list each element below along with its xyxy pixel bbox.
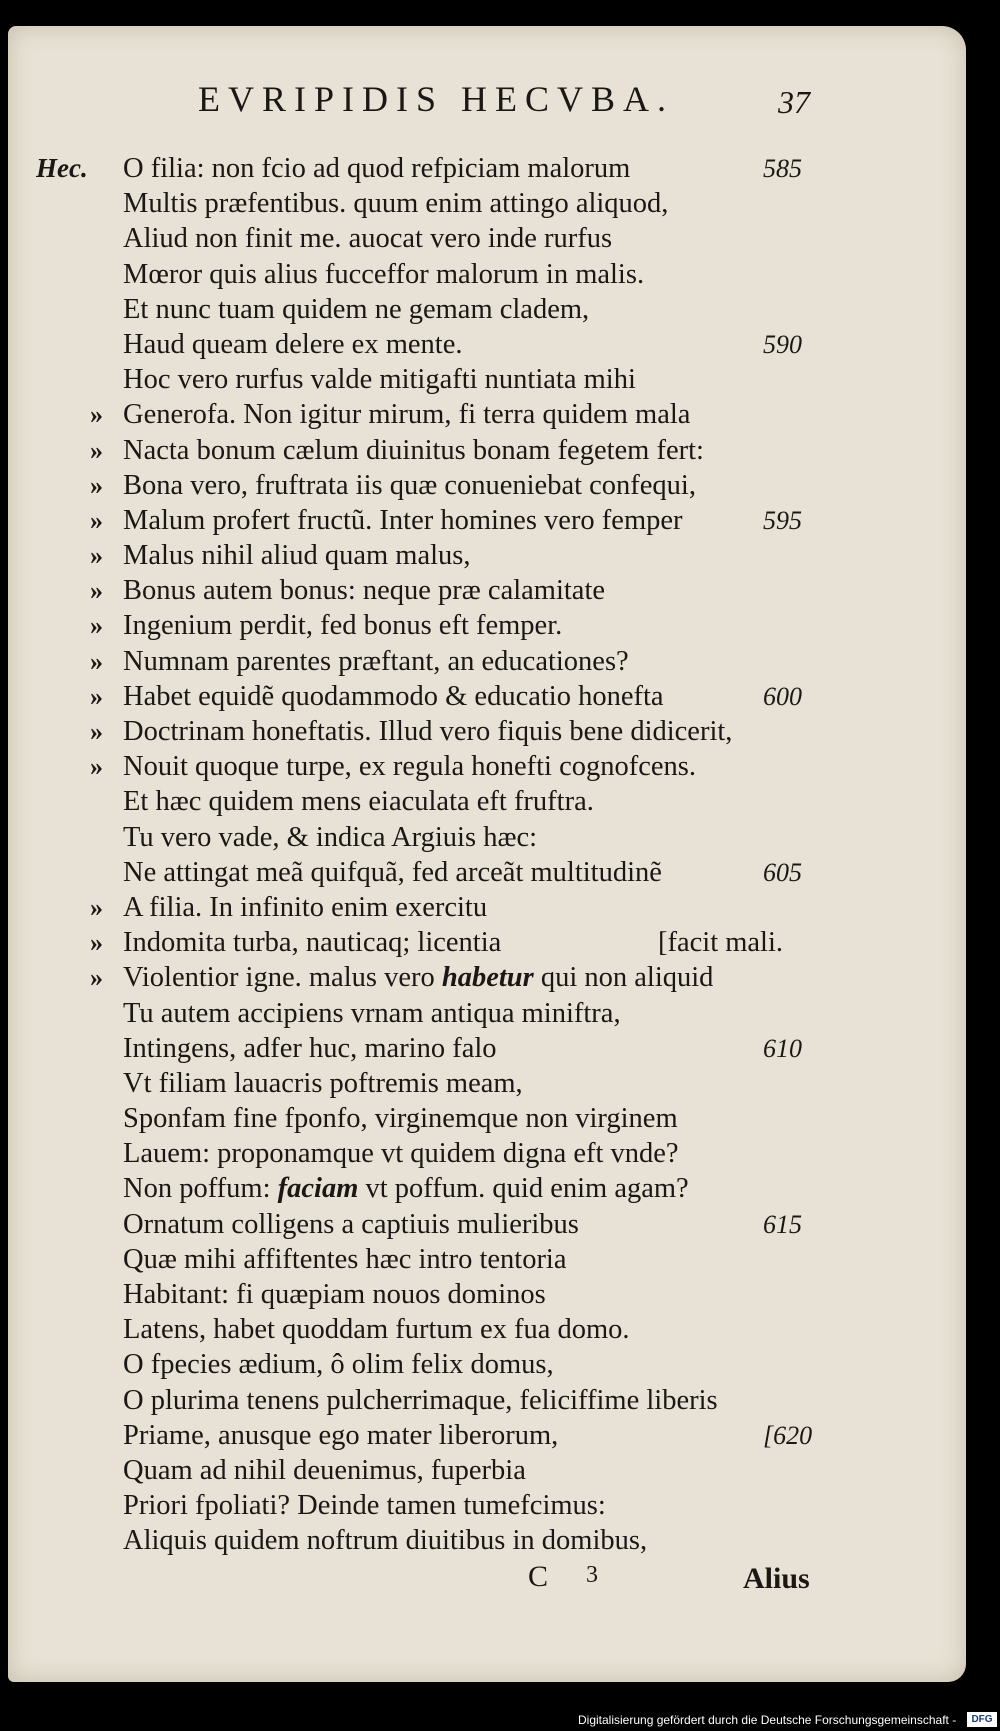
verse-line [8, 573, 966, 608]
verse-text [123, 960, 713, 995]
verse-line [8, 221, 966, 256]
verse-text-part: Nacta bonum cælum diuinitus bonam fegetem fert: [123, 434, 704, 466]
verse-text-part: Ne attingat meã quifquã, fed arceãt multitudinẽ [123, 856, 662, 888]
verse-line [8, 1418, 966, 1453]
verse-text-part: Generofa. Non igitur mirum, fi terra quidem mala [123, 399, 691, 431]
verse-line [8, 1242, 966, 1277]
verse-line [8, 714, 966, 749]
verse-text [123, 1207, 579, 1242]
verse-text [123, 855, 662, 890]
verse-text [123, 1101, 678, 1136]
verse-text [123, 608, 562, 643]
quotation-mark: » [90, 505, 103, 535]
dfg-logo: DFG [967, 1712, 997, 1727]
catchword: Alius [743, 1562, 810, 1595]
verse-text-part: Hoc vero rurfus valde mitigafti nuntiata mihi [123, 364, 636, 396]
line-number: 585 [763, 154, 802, 183]
verse-line [8, 327, 966, 362]
verse-text [123, 1312, 630, 1347]
line-number: 605 [763, 857, 802, 887]
verse-text-part: Doctrinam honeftatis. Illud vero fiquis bene didicerit, [123, 716, 733, 747]
verse-text-part: Aliud non finit me. auocat vero inde rurfus [123, 223, 613, 255]
verse-text-part: O fpecies ædium, ô olim felix domus, [123, 1349, 554, 1381]
verse-line [8, 890, 966, 925]
quotation-mark: » [90, 611, 103, 641]
verse-text [123, 749, 696, 784]
verse-line [8, 679, 966, 714]
verse-line [8, 608, 966, 643]
marginal-note: [facit mali. [658, 927, 784, 959]
verse-line [8, 1101, 966, 1136]
verse-text-part: Malus nihil aliud quam malus, [123, 540, 471, 572]
verse-line [8, 749, 966, 784]
verse-text-part: Priori fpoliati? Deinde tamen tumefcimus: [123, 1490, 606, 1522]
verse-text-part: Habitant: fi quæpiam nouos dominos [123, 1279, 546, 1310]
quotation-mark: » [90, 470, 103, 500]
book-page [8, 26, 966, 1682]
speaker-label: Hec. [36, 153, 88, 183]
verse-line [8, 151, 966, 186]
verse-text-part: Bona vero, fruftrata iis quæ conueniebat confequi, [123, 469, 696, 501]
verse-text-part: Et hæc quidem mens eiaculata eft fruftra. [123, 786, 594, 818]
verse-text-part: Priame, anusque ego mater liberorum, [123, 1419, 559, 1451]
verse-line [8, 820, 966, 855]
verse-text [123, 679, 664, 714]
verse-line [8, 1523, 966, 1558]
verse-line [8, 1171, 966, 1206]
verse-text-part: Ornatum colligens a captiuis mulieribus [123, 1208, 579, 1240]
verse-line [8, 186, 966, 221]
verse-text-part: Vt filiam lauacris poftremis meam, [123, 1067, 523, 1099]
line-number: 615 [763, 1209, 802, 1239]
verse-text [123, 186, 668, 221]
verse-line [8, 292, 966, 327]
italic-emphasis: faciam [277, 1173, 359, 1205]
verse-line [8, 644, 966, 679]
verse-text-part: O filia: non fcio ad quod refpiciam malorum [123, 153, 631, 184]
verse-line [8, 257, 966, 292]
verse-text-part: Aliquis quidem noftrum diuitibus in domibus, [123, 1525, 648, 1557]
verse-text [123, 573, 605, 608]
verse-line [8, 503, 966, 538]
verse-line [8, 1312, 966, 1347]
verse-text-part: vt poffum. quid enim agam? [358, 1173, 689, 1205]
verse-text [123, 538, 471, 573]
verse-line [8, 960, 966, 995]
italic-emphasis: habetur [441, 962, 534, 994]
verse-line [8, 362, 966, 397]
verse-line [8, 1277, 966, 1312]
verse-line [8, 433, 966, 468]
verse-line [8, 784, 966, 819]
quotation-mark: » [90, 541, 103, 571]
verse-text [123, 221, 612, 256]
verse-line [8, 1347, 966, 1382]
verse-text [123, 362, 636, 397]
line-number: 610 [763, 1033, 802, 1063]
verse-text-part: Sponfam fine fponfo, virginemque non virginem [123, 1103, 678, 1135]
verse-line [8, 925, 966, 960]
verse-text [123, 644, 629, 679]
verse-text [123, 1066, 523, 1101]
verse-text [123, 1523, 647, 1558]
verse-line [8, 855, 966, 890]
verse-text-part: Tu autem accipiens vrnam antiqua miniftra, [123, 997, 621, 1029]
quotation-mark: » [90, 435, 103, 465]
line-number: [620 [763, 1420, 813, 1450]
verse-text [123, 292, 589, 327]
verse-line [8, 1207, 966, 1242]
verse-block [8, 151, 966, 1559]
verse-text-part: Habet equidẽ quodammodo & educatio honefta [123, 680, 664, 712]
verse-text [123, 1347, 554, 1382]
verse-text [123, 433, 704, 468]
verse-text-part: Mœror quis alius fucceffor malorum in malis. [123, 258, 645, 290]
verse-text [123, 257, 644, 292]
verse-text [123, 1171, 689, 1206]
verse-text-part: Lauem: proponamque vt quidem digna eft vnde? [123, 1138, 679, 1170]
verse-text [123, 1418, 558, 1453]
verse-line [8, 1383, 966, 1418]
digitization-credit: Digitalisierung gefördert durch die Deutsche Forschungsgemeinschaft - [578, 1713, 957, 1727]
verse-line [8, 468, 966, 503]
verse-line [8, 397, 966, 432]
verse-text-part: Multis præfentibus. quum enim attingo aliquod, [123, 188, 669, 220]
line-number: 600 [763, 681, 802, 711]
verse-text [123, 1383, 718, 1418]
verse-line [8, 1488, 966, 1523]
verse-line [8, 996, 966, 1031]
verse-text-part: Nouit quoque turpe, ex regula honefti cognofcens. [123, 751, 696, 783]
verse-text-part: Et nunc tuam quidem ne gemam cladem, [123, 293, 590, 325]
verse-text-part: A filia. In infinito enim exercitu [123, 891, 488, 923]
quotation-mark: » [90, 752, 103, 782]
quotation-mark: » [90, 576, 103, 606]
verse-text [123, 925, 501, 960]
quotation-mark: » [90, 400, 103, 430]
verse-text-part: Quæ mihi affiftentes hæc intro tentoria [123, 1243, 567, 1275]
verse-line [8, 1136, 966, 1171]
verse-text [123, 1242, 567, 1277]
quotation-mark: » [90, 681, 103, 711]
verse-text [123, 1136, 679, 1171]
verse-text-part: Numnam parentes præftant, an educationes? [123, 645, 629, 677]
verse-text-part: Haud queam delere ex mente. [123, 328, 463, 360]
line-number: 595 [763, 505, 802, 535]
verse-text [123, 1277, 546, 1312]
verse-text-part: Ingenium perdit, fed bonus eft femper. [123, 610, 563, 642]
verse-text-part: Quam ad nihil deuenimus, fuperbia [123, 1454, 526, 1486]
quotation-mark: » [90, 963, 103, 993]
verse-text [123, 1488, 606, 1523]
verse-text-part: Non poffum: [123, 1173, 278, 1205]
signature-number: 3 [586, 1562, 598, 1588]
verse-text-part: Indomita turba, nauticaq; licentia [123, 927, 502, 959]
verse-text-part: Malum profert fructũ. Inter homines vero femper [123, 504, 683, 536]
verse-text [123, 151, 630, 186]
quotation-mark: » [90, 928, 103, 958]
verse-text [123, 503, 683, 538]
line-number: 590 [763, 329, 802, 359]
quotation-mark: » [90, 892, 103, 922]
verse-line [8, 1031, 966, 1066]
verse-text [123, 714, 732, 749]
verse-text-part: O plurima tenens pulcherrimaque, feliciffime liberis [123, 1384, 718, 1416]
verse-text [123, 996, 621, 1031]
running-head: EVRIPIDIS HECVBA. [198, 79, 675, 119]
verse-text [123, 327, 462, 362]
verse-text-part: Intingens, adfer huc, marino falo [123, 1032, 497, 1064]
quotation-mark: » [90, 717, 103, 746]
verse-text-part: Tu vero vade, & indica Argiuis hæc: [123, 821, 538, 853]
quotation-mark: » [90, 646, 103, 676]
verse-text-part: Bonus autem bonus: neque præ calamitate [123, 575, 606, 607]
verse-text [123, 468, 696, 503]
verse-text [123, 397, 690, 432]
verse-text [123, 1453, 526, 1488]
verse-text-part: Latens, habet quoddam furtum ex fua domo. [123, 1314, 630, 1346]
verse-line [8, 538, 966, 573]
verse-line [8, 1453, 966, 1488]
verse-text [123, 1031, 497, 1066]
verse-line [8, 1066, 966, 1101]
page-number: 37 [778, 84, 810, 120]
signature-mark: C [528, 1560, 549, 1593]
verse-text-part: Violentior igne. malus vero [123, 962, 442, 994]
verse-text [123, 820, 537, 855]
verse-text-part: qui non aliquid [533, 962, 714, 994]
verse-text [123, 890, 487, 925]
verse-text [123, 784, 594, 819]
